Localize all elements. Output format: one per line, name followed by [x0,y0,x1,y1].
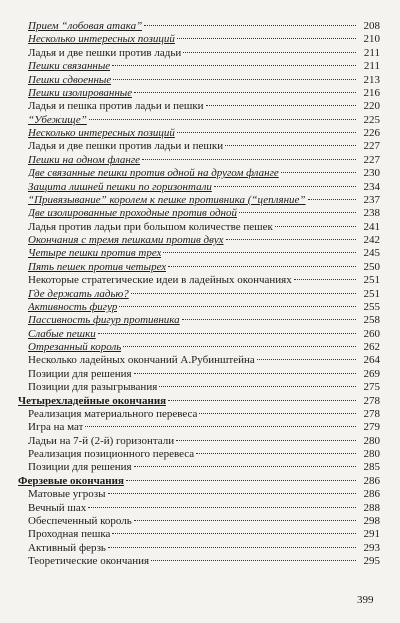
toc-entry-title: Защита лишней пешки по горизонтали [28,180,212,193]
dot-leader [204,96,358,109]
toc-entry-page: 211 [363,46,380,59]
toc-entry-page: 280 [363,448,380,460]
toc-entry-title: Ферзевые окончания [18,474,124,487]
toc-entry-title: Пешки сдвоенные [28,73,112,86]
toc-entry-title: Ладья против ладьи при большом количестве пешек [28,220,273,233]
dot-leader [106,484,358,497]
toc-entry-page: 237 [363,193,380,206]
toc-entry-title: “Привязывание” королем к пешке противника (“цепляние” [28,193,306,206]
dot-leader [83,417,358,430]
toc-entry-title: Ладьи на 7-й (2-й) горизонтали [28,434,175,447]
dot-leader [279,163,358,176]
dot-leader [306,190,358,203]
toc-entry-page: 278 [363,394,380,407]
dot-leader [132,511,358,524]
dot-leader [181,43,358,56]
toc-entry-page: 288 [363,501,380,514]
dot-leader [96,324,358,337]
toc-entry-page: 264 [363,354,380,367]
toc-entry-page: 279 [363,421,380,434]
dot-leader [110,56,358,69]
dot-leader [149,551,358,564]
dot-leader [157,377,358,390]
toc-entry-title: Четырехладейные окончания [18,394,167,407]
toc-entry-title: Окончания с тремя пешками против двух [28,234,224,246]
toc-entry-page: 238 [363,207,380,220]
toc-entry-title: Позиции для решения [28,461,132,474]
toc-entry-page: 225 [363,113,380,126]
toc-entry-title: Теоретические окончания [28,555,150,567]
toc-entry-page: 241 [363,220,380,233]
toc-entry-title: Реализация материального перевеса [28,407,198,420]
toc-entry-title: Проходная пешка [28,528,111,541]
toc-entry-page: 260 [363,327,380,340]
toc-entry-title: Пассивность фигур противника [28,314,180,327]
dot-leader [161,243,358,256]
toc-entry [18,16,380,32]
toc-entry-page: 255 [363,300,380,313]
toc-entry-page: 208 [363,20,380,32]
dot-leader [212,177,358,190]
dot-leader [223,136,358,149]
toc-entry-page: 227 [363,153,380,166]
dot-leader [111,70,358,83]
toc-entry-page: 251 [363,274,380,287]
toc-entry-title: Ладья и пешка против ладьи и пешки [28,100,204,113]
dot-leader [110,524,358,537]
toc-entry-page: 291 [363,528,380,541]
toc-entry-page: 278 [363,407,380,420]
dot-leader [121,337,358,350]
toc-entry-page: 242 [363,234,380,246]
toc-entry-title: Слабые пешки [28,327,96,340]
toc-entry-title: “Убежище” [28,113,87,126]
toc-entry-title: Позиции для решения [28,367,132,380]
toc-entry-title: Пешки на одном фланге [28,153,141,166]
toc-entry-title: Несколько интересных позиций [28,33,175,46]
toc-entry-page: 234 [363,180,380,193]
toc-entry-page: 230 [363,167,380,180]
dot-leader [292,270,358,283]
toc-entry-title: Две изолированные проходные против одной [28,207,237,220]
dot-leader [106,538,358,551]
dot-leader [175,123,358,136]
toc-entry-title: Матовые угрозы [28,488,106,501]
toc-entry-page: 258 [363,314,380,327]
table-of-contents [18,16,380,567]
toc-entry-title: Активный ферзь [28,541,106,554]
toc-entry-page: 210 [363,33,380,46]
dot-leader [180,310,358,323]
toc-entry-title: Четыре пешки против трех [28,247,162,260]
toc-entry-title: Пешки изолированные [28,86,133,99]
toc-entry-page: 293 [363,541,380,554]
toc-entry-title: Две связанные пешки против одной на другом фланге [28,167,279,180]
dot-leader [174,431,358,444]
toc-entry-page: 280 [363,434,380,447]
toc-entry-page: 295 [363,555,380,567]
toc-entry-title: Отрезанный король [28,341,122,353]
toc-entry-title: Ладья и две пешки против ладьи и пешки [28,140,224,153]
dot-leader [132,83,358,96]
dot-leader [273,217,358,230]
toc-entry-page: 211 [363,60,380,73]
dot-leader [87,110,358,123]
toc-entry-title: Реализация позиционного перевеса [28,448,195,460]
toc-entry-title: Активность фигур [28,300,118,313]
toc-entry-page: 220 [363,100,380,113]
toc-entry-page: 285 [363,461,380,474]
toc-entry-page: 227 [363,140,380,153]
dot-leader [132,457,358,470]
toc-entry-page: 286 [363,488,380,501]
toc-entry-title: Где держать ладью? [28,287,129,300]
toc-entry-title: Позиции для разыгрывания [28,381,158,394]
dot-leader [129,284,358,297]
toc-entry-title: Пять пешек против четырех [28,260,167,273]
dot-leader [197,404,358,417]
toc-entry-page: 269 [363,367,380,380]
toc-entry-title: Несколько интересных позиций [28,127,175,139]
toc-entry-page: 250 [363,260,380,273]
toc-entry-title: Пешки связанные [28,60,111,73]
page-number: 399 [357,594,374,606]
toc-entry-title: Игра на мат [28,421,84,434]
dot-leader [132,364,358,377]
toc-entry-page: 275 [363,381,380,394]
toc-entry-title: Обеспеченный король [28,514,132,527]
toc-entry-page: 213 [363,73,380,86]
dot-leader [117,297,358,310]
dot-leader [140,150,358,163]
toc-entry-title: Вечный шах [28,501,87,514]
dot-leader [86,498,358,511]
dot-leader [166,391,358,404]
toc-entry-page: 245 [363,247,380,260]
toc-entry-title: Некоторые стратегические идеи в ладейных окончаниях [28,274,292,287]
dot-leader [142,16,358,29]
dot-leader [124,471,358,484]
dot-leader [237,203,358,216]
toc-entry-page: 251 [363,287,380,300]
dot-leader [255,350,358,363]
toc-entry-page: 216 [363,86,380,99]
dot-leader [224,230,358,243]
toc-entry-page: 226 [363,127,380,139]
dot-leader [194,444,358,457]
toc-entry-page: 298 [363,514,380,527]
dot-leader [175,29,358,42]
toc-entry-page: 262 [363,341,380,353]
dot-leader [166,257,358,270]
toc-entry-page: 286 [363,474,380,487]
toc-entry-title: Несколько ладейных окончаний А.Рубинштейна [28,354,255,367]
toc-entry-title: Прием “лобовая атака” [28,20,143,32]
toc-entry-title: Ладья и две пешки против ладьи [28,46,182,59]
